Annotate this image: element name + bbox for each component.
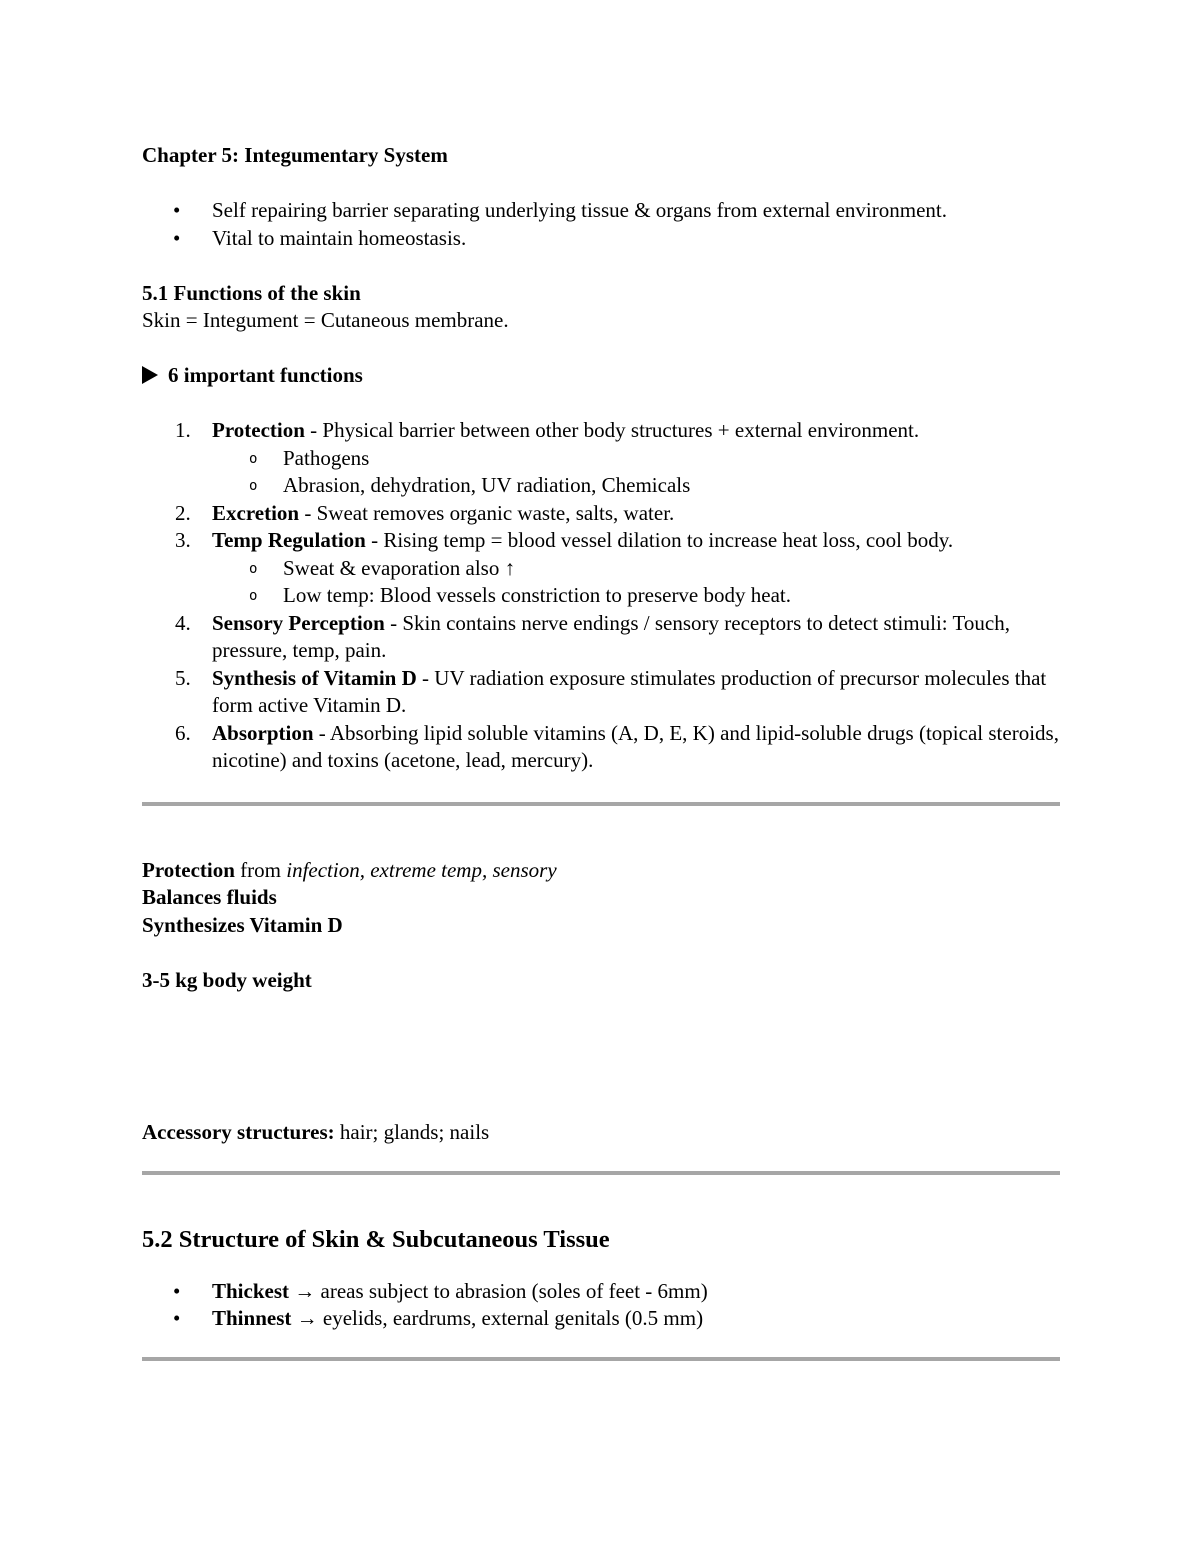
sub-list-item: o Pathogens [142,445,1060,473]
function-term: Sensory Perception [212,610,385,635]
protection-from: from [234,857,287,882]
list-item [142,500,1060,528]
function-desc: - Sweat removes organic waste, salts, water. [299,500,675,525]
list-item: • Vital to maintain homeostasis. [142,225,1060,253]
list-item [142,720,1060,775]
protection-term: Protection [142,857,235,882]
balances-line: Balances fluids [142,885,277,909]
intro-bullet-list [142,197,1060,252]
list-item [142,527,1060,610]
section-heading: 5.1 Functions of the skin [142,280,361,305]
item-number: 3. [175,528,191,552]
functions-heading-line [142,362,1060,390]
accessory-line [142,1119,1060,1147]
function-desc: - Rising temp = blood vessel dilation to increase heat loss, cool body. [365,528,954,552]
list-item [142,1278,1060,1306]
list-item [142,665,1060,720]
function-desc: - Skin contains nerve endings / sensory receptors to detect stimuli: Touch, pressure, temp, pain. [212,610,1010,662]
function-desc: - Absorbing lipid soluble vitamins (A, D, E, K) and lipid-soluble drugs (topical steroids, nicotine) and toxins (acetone, lead, mercury). [212,720,1059,772]
bullet-term: Thinnest [212,1306,292,1330]
structure-bullet-list [142,1278,1060,1333]
weight-line: 3-5 kg body weight [142,967,312,992]
protection-line [142,857,1060,885]
functions-heading: 6 important functions [168,363,363,387]
function-desc: - Physical barrier between other body structures + external environment. [304,418,920,442]
item-number: 2. [175,500,191,525]
item-number: 6. [175,720,191,745]
sub-list-item: o Low temp: Blood vessels constriction to preserve body heat. [142,582,1060,610]
sub-list [142,555,1060,610]
functions-list [142,417,1060,775]
synonyms-line: Skin = Integument = Cutaneous membrane. [142,308,509,332]
section-heading: 5.2 Structure of Skin & Subcutaneous Tissue [142,1225,610,1253]
accessory-label: Accessory structures: [142,1120,335,1144]
list-item [142,417,1060,500]
document-page [142,142,1060,1361]
horizontal-rule [142,1357,1060,1361]
function-term: Synthesis of Vitamin D [212,665,417,690]
list-item: • Self repairing barrier separating underlying tissue & organs from external environment. [142,197,1060,225]
function-term: Excretion [212,500,300,525]
accessory-items: hair; glands; nails [334,1120,490,1144]
list-item [142,1305,1060,1333]
bullet-term: Thickest [212,1278,290,1303]
function-term: Protection [212,418,305,442]
protection-items: infection, extreme temp, sensory [286,857,557,882]
sub-list-item: o Abrasion, dehydration, UV radiation, Chemicals [142,472,1060,500]
chapter-title: Chapter 5: Integumentary System [142,143,448,167]
function-desc: - UV radiation exposure stimulates production of precursor molecules that form active Vitamin D. [212,665,1047,717]
list-item [142,610,1060,665]
item-number: 1. [175,418,191,442]
bullet-desc: → areas subject to abrasion (soles of feet - 6mm) [289,1278,708,1303]
function-term: Temp Regulation [212,528,366,552]
synthesizes-line: Synthesizes Vitamin D [142,912,343,937]
play-arrow-icon [142,366,158,384]
bullet-desc: → eyelids, eardrums, external genitals (0.5 mm) [291,1306,704,1330]
item-number: 5. [175,665,191,690]
sub-list [142,445,1060,500]
sub-list-item: o Sweat & evaporation also ↑ [142,555,1060,583]
function-term: Absorption [212,720,314,745]
item-number: 4. [175,610,191,635]
